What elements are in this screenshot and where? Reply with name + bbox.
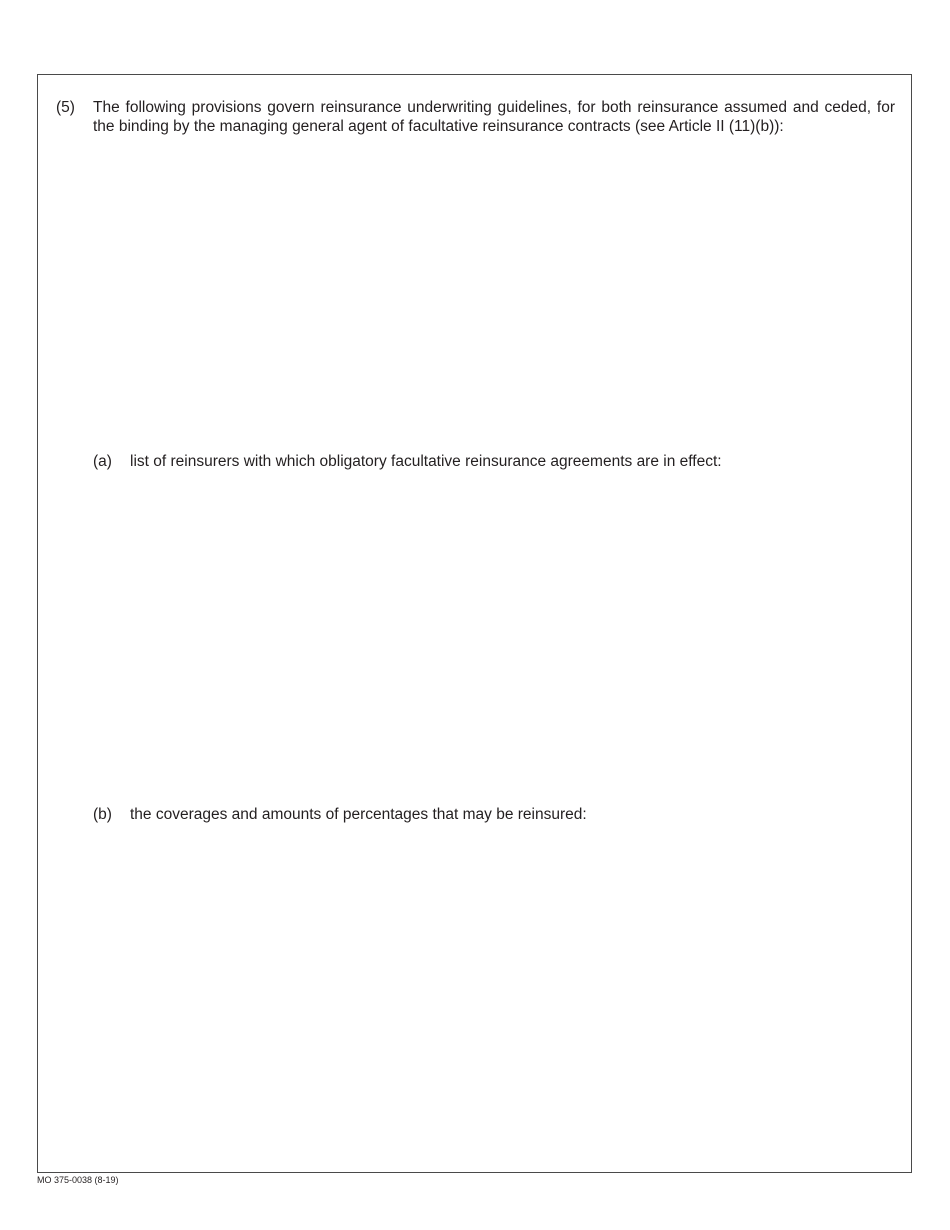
- section-5-answer-area[interactable]: [93, 155, 893, 445]
- form-code: MO 375-0038 (8-19): [37, 1175, 119, 1185]
- item-b-label: (b): [93, 806, 112, 823]
- section-text: The following provisions govern reinsurance underwriting guidelines, for both reinsurance assumed and ceded, for the binding by the managing general agent of facultative reinsurance contracts (see Article II (11)(b)):: [93, 99, 895, 135]
- item-a-text: list of reinsurers with which obligatory facultative reinsurance agreements are in effect:: [130, 453, 722, 470]
- form-border: [37, 74, 912, 1173]
- item-a-answer-area[interactable]: [93, 480, 893, 800]
- item-b-answer-area[interactable]: [93, 835, 893, 1155]
- item-b-text: the coverages and amounts of percentages that may be reinsured:: [130, 806, 587, 823]
- item-a-label: (a): [93, 453, 112, 470]
- section-number: (5): [56, 99, 75, 116]
